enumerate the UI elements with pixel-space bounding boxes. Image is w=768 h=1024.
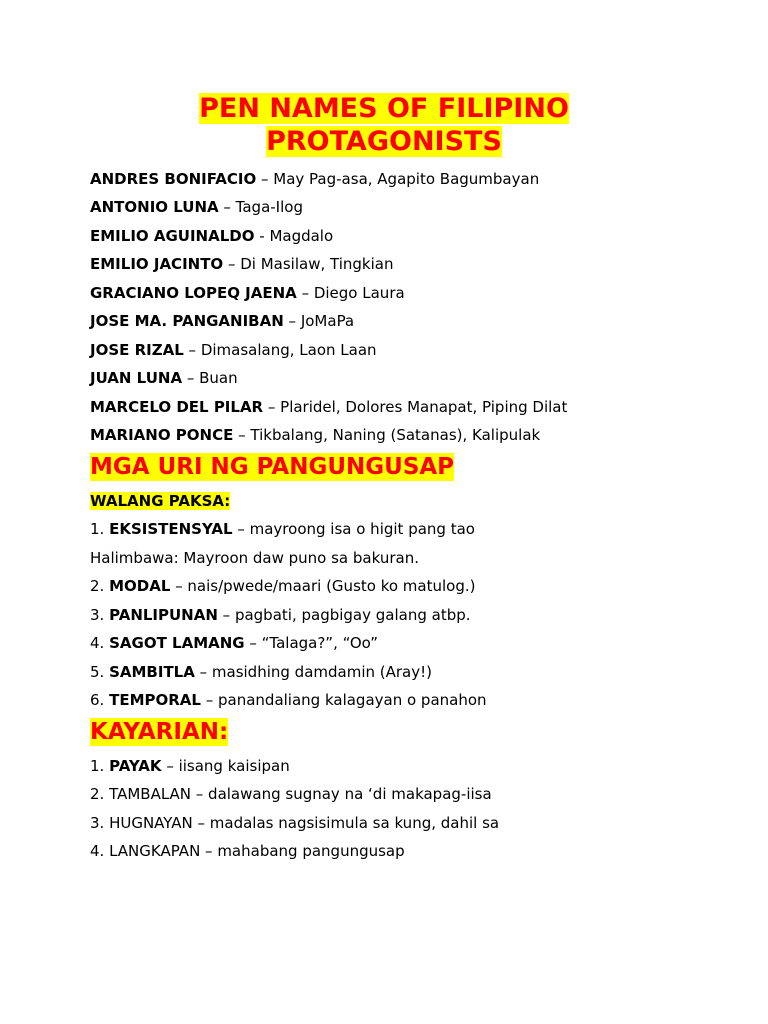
item-description: Halimbawa: Mayroon daw puno sa bakuran. bbox=[90, 549, 419, 567]
item-description: – pagbati, pagbigay galang atbp. bbox=[217, 606, 471, 624]
person-name: ANTONIO LUNA bbox=[90, 198, 219, 216]
person-name: JOSE MA. PANGANIBAN bbox=[90, 312, 284, 330]
item-description: – masidhing damdamin (Aray!) bbox=[194, 663, 432, 681]
separator: – bbox=[296, 284, 314, 302]
person-name: GRACIANO LOPEQ JAENA bbox=[90, 284, 297, 302]
section-heading-kayarian: KAYARIAN: bbox=[90, 719, 229, 745]
list-item bbox=[90, 634, 378, 652]
pen-name-alias: Magdalo bbox=[269, 227, 334, 245]
person-name: EMILIO AGUINALDO bbox=[90, 227, 255, 245]
pen-name-row bbox=[90, 398, 567, 416]
item-description: 4. LANGKAPAN – mahabang pangungusap bbox=[90, 842, 405, 860]
pen-name-alias: Plaridel, Dolores Manapat, Piping Dilat bbox=[280, 398, 568, 416]
item-description: 2. TAMBALAN – dalawang sugnay na ‘di makapag-iisa bbox=[90, 785, 492, 803]
list-item bbox=[90, 842, 405, 860]
list-item bbox=[90, 577, 475, 595]
list-item bbox=[90, 691, 487, 709]
pen-name-alias: Dimasalang, Laon Laan bbox=[200, 341, 377, 359]
pen-name-alias: JoMaPa bbox=[300, 312, 355, 330]
item-description: 3. HUGNAYAN – madalas nagsisimula sa kung, dahil sa bbox=[90, 814, 500, 832]
item-term: MODAL bbox=[109, 577, 171, 595]
pen-name-row bbox=[90, 170, 539, 188]
pen-name-alias: Tikbalang, Naning (Satanas), Kalipulak bbox=[250, 426, 541, 444]
list-item bbox=[90, 606, 471, 624]
pen-name-alias: Buan bbox=[199, 369, 238, 387]
pen-name-row bbox=[90, 284, 405, 302]
item-term: EKSISTENSYAL bbox=[109, 520, 233, 538]
list-item bbox=[90, 520, 475, 538]
item-term: SAMBITLA bbox=[109, 663, 195, 681]
list-item bbox=[90, 757, 290, 775]
pen-name-row bbox=[90, 426, 540, 444]
person-name: ANDRES BONIFACIO bbox=[90, 170, 257, 188]
person-name: MARIANO PONCE bbox=[90, 426, 234, 444]
item-term: PANLIPUNAN bbox=[109, 606, 218, 624]
item-term: TEMPORAL bbox=[109, 691, 201, 709]
item-number: 3. bbox=[90, 606, 110, 624]
item-number: 1. bbox=[90, 757, 110, 775]
separator: – bbox=[183, 341, 201, 359]
title-line-2: PROTAGONISTS bbox=[266, 126, 502, 157]
title-line-1: PEN NAMES OF FILIPINO bbox=[199, 93, 569, 124]
pen-name-alias: May Pag-asa, Agapito Bagumbayan bbox=[273, 170, 540, 188]
separator: – bbox=[223, 255, 241, 273]
person-name: JUAN LUNA bbox=[90, 369, 183, 387]
separator: – bbox=[218, 198, 236, 216]
item-number: 6. bbox=[90, 691, 110, 709]
item-term: PAYAK bbox=[109, 757, 162, 775]
pen-name-alias: Diego Laura bbox=[313, 284, 405, 302]
document-title bbox=[90, 92, 678, 158]
item-description: – nais/pwede/maari (Gusto ko matulog.) bbox=[170, 577, 476, 595]
list-item bbox=[90, 814, 499, 832]
item-description: – “Talaga?”, “Oo” bbox=[244, 634, 379, 652]
pen-name-alias: Taga-Ilog bbox=[235, 198, 303, 216]
item-number: 5. bbox=[90, 663, 110, 681]
pen-name-row bbox=[90, 198, 303, 216]
item-description: – panandaliang kalagayan o panahon bbox=[200, 691, 487, 709]
separator: – bbox=[182, 369, 200, 387]
person-name: JOSE RIZAL bbox=[90, 341, 184, 359]
list-item-example bbox=[90, 549, 419, 567]
person-name: EMILIO JACINTO bbox=[90, 255, 224, 273]
separator: – bbox=[256, 170, 274, 188]
pen-name-row bbox=[90, 341, 377, 359]
separator: – bbox=[263, 398, 281, 416]
pen-name-row bbox=[90, 312, 354, 330]
item-term: SAGOT LAMANG bbox=[109, 634, 245, 652]
person-name: MARCELO DEL PILAR bbox=[90, 398, 264, 416]
subheading-walang-paksa: WALANG PAKSA: bbox=[90, 492, 231, 510]
list-item bbox=[90, 663, 432, 681]
separator: – bbox=[233, 426, 251, 444]
item-number: 2. bbox=[90, 577, 110, 595]
item-description: – iisang kaisipan bbox=[161, 757, 290, 775]
pen-name-alias: Di Masilaw, Tingkian bbox=[240, 255, 394, 273]
item-description: – mayroong isa o higit pang tao bbox=[232, 520, 475, 538]
section-heading-uri: MGA URI NG PANGUNGUSAP bbox=[90, 454, 455, 480]
item-number: 1. bbox=[90, 520, 110, 538]
pen-name-row bbox=[90, 227, 333, 245]
list-item bbox=[90, 785, 492, 803]
pen-name-row bbox=[90, 255, 393, 273]
pen-name-row bbox=[90, 369, 238, 387]
item-number: 4. bbox=[90, 634, 110, 652]
separator: - bbox=[254, 227, 270, 245]
separator: – bbox=[283, 312, 301, 330]
